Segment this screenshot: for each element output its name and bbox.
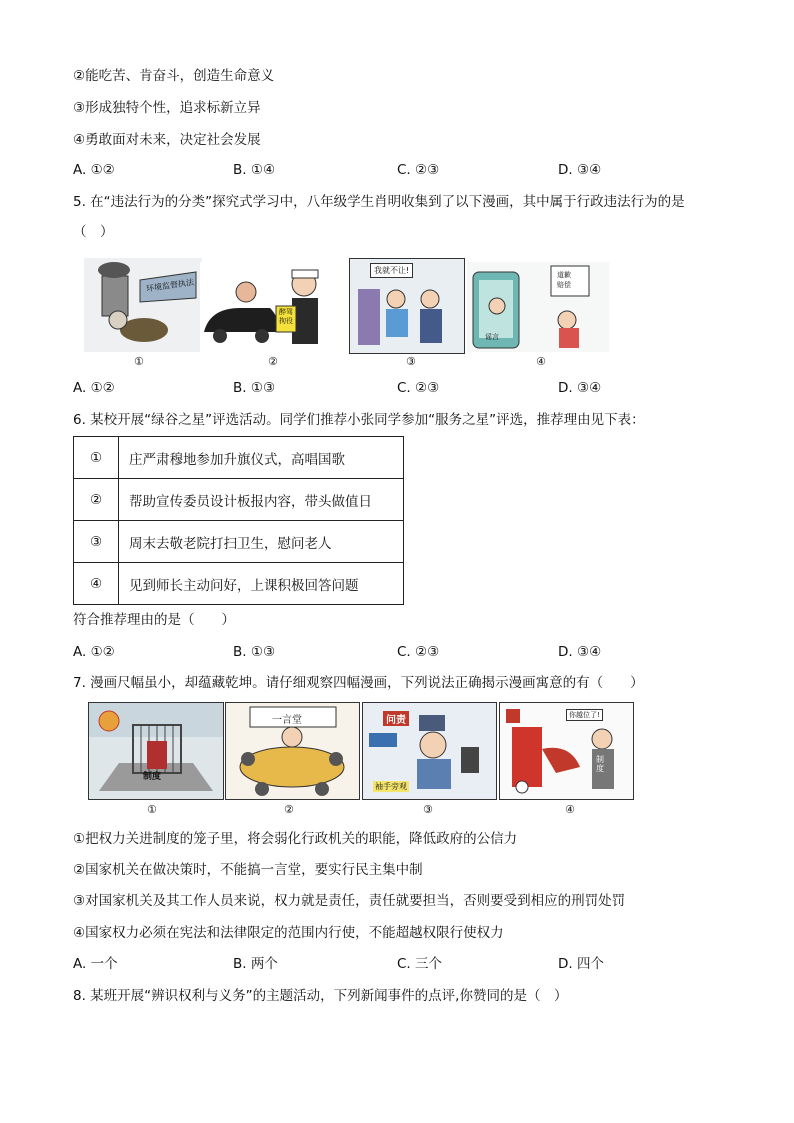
q4-item-3: ③形成独特个性，追求标新立异 [73, 100, 261, 116]
q6-option-d[interactable]: D. ③④ [558, 644, 602, 660]
q4-option-d[interactable]: D. ③④ [558, 162, 602, 178]
q6-prompt: 符合推荐理由的是（ ） [73, 612, 235, 628]
q7-option-b[interactable]: B. 两个 [233, 956, 278, 972]
table-cell-num: ③ [74, 521, 119, 563]
q5-option-a[interactable]: A. ①② [73, 380, 115, 396]
q5-cartoon-1-caption: ① [134, 355, 144, 368]
factory-cartoon-illustration [84, 258, 202, 352]
q6-option-b[interactable]: B. ①③ [233, 644, 276, 660]
q6-option-a[interactable]: A. ①② [73, 644, 115, 660]
q6-reason-table [73, 436, 404, 605]
table-row [74, 563, 404, 605]
drunk-driving-cartoon-illustration [200, 262, 342, 352]
table-row [74, 437, 404, 479]
table-row [74, 479, 404, 521]
q6-stem: 6. 某校开展“绿谷之星”评选活动。同学们推荐小张同学参加“服务之星”评选，推荐理由见下表： [73, 412, 645, 428]
table-cell-text: 周末去敬老院打扫卫生，慰问老人 [119, 521, 404, 563]
q5-cartoon-3-speech: 我就不让! [370, 263, 413, 278]
q4-option-b[interactable]: B. ①④ [233, 162, 276, 178]
q7-cartoon-4-speech: 你越位了! [566, 709, 603, 721]
table-cell-num: ① [74, 437, 119, 479]
q7-statement-2: ②国家机关在做决策时，不能搞一言堂，要实行民主集中制 [73, 862, 423, 878]
q7-cartoon-4 [499, 702, 634, 800]
q7-cartoon-2-caption: ② [284, 803, 294, 816]
q7-cartoon-3-label-1: 问责 [383, 711, 409, 726]
q7-cartoon-2 [225, 702, 360, 800]
q7-cartoon-3-caption: ③ [423, 803, 433, 816]
q7-cartoon-1-caption: ① [147, 803, 157, 816]
q5-cartoon-4-caption: ④ [536, 355, 546, 368]
table-cell-text: 见到师长主动问好，上课积极回答问题 [119, 563, 404, 605]
q5-cartoon-4-label-3: 谣言 [485, 333, 499, 341]
table-cell-num: ④ [74, 563, 119, 605]
q6-option-c[interactable]: C. ②③ [397, 644, 440, 660]
q5-cartoon-4-label-2: 赔偿 [557, 281, 571, 289]
q5-cartoon-3-caption: ③ [406, 355, 416, 368]
q5-cartoon-2-caption: ② [268, 355, 278, 368]
q4-item-2: ②能吃苦、肯奋斗，创造生命意义 [73, 68, 275, 84]
q7-cartoon-4-caption: ④ [565, 803, 575, 816]
q5-cartoon-1-label: 环境监督执法 [145, 277, 195, 294]
q8-stem: 8. 某班开展“辨识权利与义务”的主题活动，下列新闻事件的点评,你赞同的是（ ） [73, 988, 568, 1004]
q5-cartoon-2-label-1: 醉驾 [279, 308, 293, 316]
q4-item-4: ④勇敢面对未来，决定社会发展 [73, 132, 261, 148]
q7-statement-4: ④国家权力必须在宪法和法律限定的范围内行使，不能超越权限行使权力 [73, 925, 504, 941]
power-cage-cartoon-illustration [89, 703, 223, 799]
q4-option-a[interactable]: A. ①② [73, 162, 115, 178]
table-cell-text: 帮助宣传委员设计板报内容，带头做值日 [119, 479, 404, 521]
q5-stem: 5. 在“违法行为的分类”探究式学习中，八年级学生肖明收集到了以下漫画，其中属于行政违法行为的是 [73, 194, 685, 210]
q5-cartoon-4-label-1: 道歉 [557, 271, 571, 279]
q7-cartoon-1 [88, 702, 224, 800]
q5-option-d[interactable]: D. ③④ [558, 380, 602, 396]
q5-option-c[interactable]: C. ②③ [397, 380, 440, 396]
q5-cartoon-4 [467, 262, 609, 352]
q5-option-b[interactable]: B. ①③ [233, 380, 276, 396]
q7-option-c[interactable]: C. 三个 [397, 956, 443, 972]
q7-cartoon-3-label-2: 袖手旁观 [375, 782, 407, 791]
q7-cartoon-2-label: 一言堂 [272, 715, 302, 726]
q5-cartoon-3 [349, 258, 465, 354]
q7-option-d[interactable]: D. 四个 [558, 956, 604, 972]
q7-cartoon-1-label: 制度 [143, 772, 162, 782]
table-cell-text: 庄严肃穆地参加升旗仪式，高唱国歌 [119, 437, 404, 479]
q5-cartoon-2 [200, 262, 342, 352]
table-row [74, 521, 404, 563]
table-cell-num: ② [74, 479, 119, 521]
q5-cartoon-2-label-2: 拘役 [279, 317, 293, 325]
q5-blank: （ ） [73, 224, 114, 240]
q5-cartoon-1 [84, 258, 202, 352]
q7-stem: 7. 漫画尺幅虽小，却蕴藏乾坤。请仔细观察四幅漫画，下列说法正确揭示漫画寓意的有（ ） [73, 675, 644, 691]
q7-cartoon-3 [362, 702, 497, 800]
q7-cartoon-4-label: 制度 [596, 755, 604, 773]
q4-option-c[interactable]: C. ②③ [397, 162, 440, 178]
q7-statement-1: ①把权力关进制度的笼子里，将会弱化行政机关的职能，降低政府的公信力 [73, 831, 518, 847]
q7-statement-3: ③对国家机关及其工作人员来说，权力就是责任，责任就要担当，否则要受到相应的刑罚处罚 [73, 893, 626, 909]
q7-option-a[interactable]: A. 一个 [73, 956, 118, 972]
